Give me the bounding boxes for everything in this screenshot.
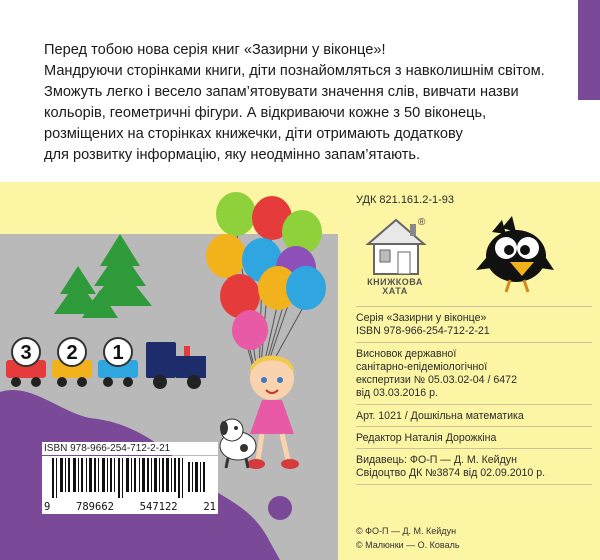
train-number: 2: [66, 342, 78, 364]
barcode-digit-group: 9: [44, 501, 51, 513]
copyright-owner: © ФО-П — Д. М. Кейдун: [356, 526, 457, 536]
conclusion-line: Висновок державної: [356, 348, 457, 360]
divider: [356, 484, 592, 485]
intro-line: розміщених на сторінках книжечки, діти отримають додаткову: [44, 126, 463, 142]
divider: [356, 342, 592, 343]
fir-trees: [54, 234, 152, 318]
publisher-label: Видавець: ФО-П — Д. М. Кейдун: [356, 454, 517, 466]
crow-mascot-icon: [472, 212, 556, 294]
conclusion-block: [356, 348, 517, 400]
art-label: Арт. 1021 / Дошкільна математика: [356, 410, 524, 422]
barcode-isbn-label: ISBN 978-966-254-712-2-21: [42, 442, 218, 455]
intro-line: Перед тобою нова серія книг «Зазирни у віконце»!: [44, 42, 386, 58]
train-number: 3: [20, 342, 32, 364]
editor-label: Редактор Наталія Дорожкіна: [356, 432, 497, 444]
divider: [356, 448, 592, 449]
copyright-illustrator: © Малюнки — О. Коваль: [356, 540, 460, 550]
publisher-logo: [358, 214, 432, 298]
intro-line: Мандруючи сторінками книги, діти познайомляться з навколишнім світом.: [44, 63, 545, 79]
isbn-label: ISBN 978-966-254-712-2-21: [356, 325, 490, 337]
barcode-bars: [52, 458, 208, 498]
train-number-discs: [12, 338, 132, 366]
barcode-digit-group: 547122: [139, 501, 178, 513]
barcode-digit-group: 789662: [76, 501, 114, 513]
barcode-digit-group: 21: [203, 501, 216, 513]
logo-text: [358, 278, 432, 296]
series-label: Серія «Зазирни у віконце»: [356, 312, 487, 324]
intro-text: [44, 40, 584, 166]
registered-mark: ®: [418, 217, 426, 228]
conclusion-line: експертизи № 05.03.02-04 / 6472: [356, 374, 517, 386]
barcode-digits: [44, 501, 216, 513]
conclusion-line: санітарно-епідеміологічної: [356, 361, 488, 373]
logo-line: ХАТА: [382, 286, 408, 296]
purple-splash: [268, 496, 292, 520]
conclusion-line: від 03.03.2016 р.: [356, 387, 438, 399]
intro-line: для розвитку інформацію, яку неодмінно запам’ятають.: [44, 147, 421, 163]
publisher-block: [356, 454, 545, 480]
udk-code: УДК 821.161.2-1-93: [356, 194, 455, 206]
divider: [356, 306, 592, 307]
divider: [356, 404, 592, 405]
top-text-area: [0, 0, 600, 182]
balloons: [206, 192, 326, 350]
divider: [356, 426, 592, 427]
logo-line: КНИЖКОВА: [367, 277, 423, 287]
intro-line: Зможуть легко і весело запам’ятовувати значення слів, вивчати назви: [44, 84, 519, 100]
series-block: [356, 312, 490, 338]
certificate-label: Свідоцтво ДК №3874 від 02.09.2010 р.: [356, 467, 546, 479]
intro-line: кольорів, геометричні фігури. А відкриваючи кожне з 50 віконець,: [44, 105, 487, 121]
train-number: 1: [112, 342, 124, 364]
barcode: [42, 456, 218, 514]
